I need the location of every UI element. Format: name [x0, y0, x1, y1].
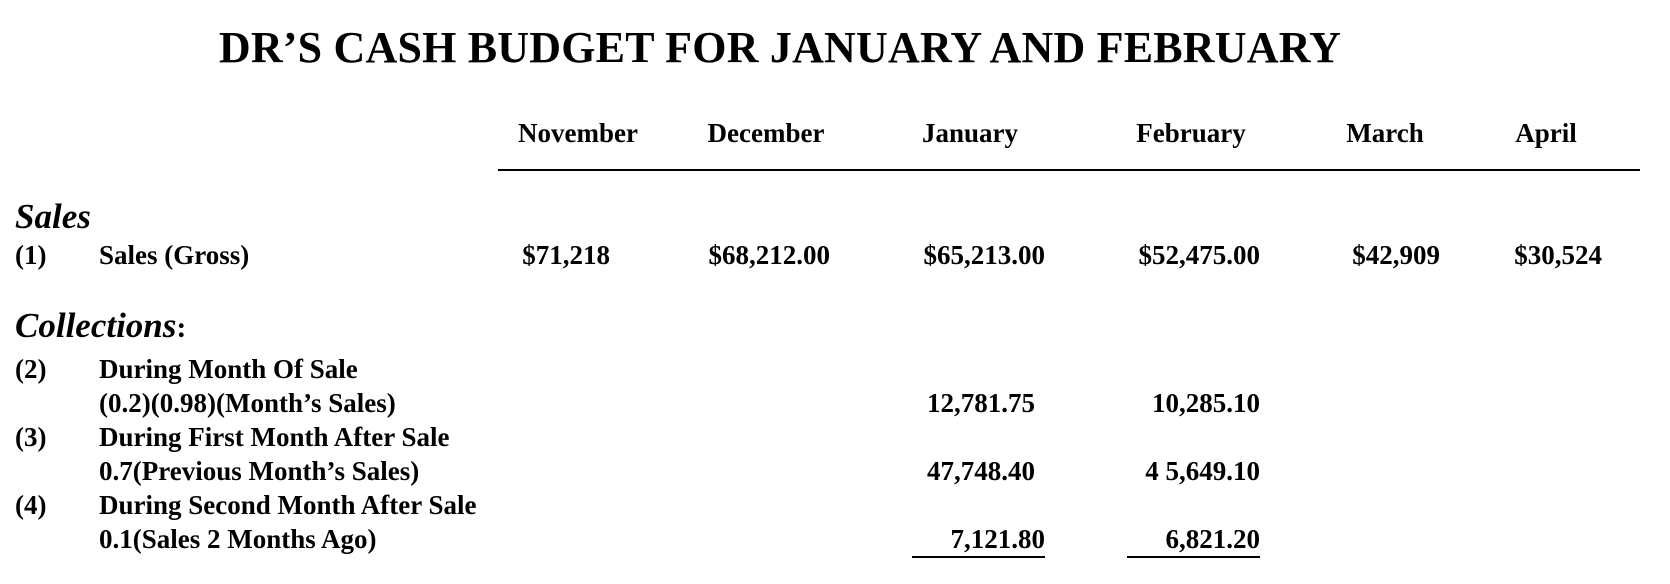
row-number-3: (3)	[15, 422, 47, 452]
page-title: DR’S CASH BUDGET FOR JANUARY AND FEBRUARY	[218, 23, 1342, 72]
sales-value-february: $52,475.00	[1138, 240, 1260, 270]
row-label-second-month-after-sale: During Second Month After Sale	[99, 490, 477, 520]
collection-3-february: 4 5,649.10	[1145, 456, 1260, 486]
collection-3-january: 47,748.40	[927, 456, 1035, 486]
row-number-2: (2)	[15, 354, 47, 384]
sales-value-april: $30,524	[1514, 240, 1602, 270]
header-rule	[498, 169, 1640, 171]
row-number-4: (4)	[15, 490, 47, 520]
collection-4-february: 6,821.20	[1127, 524, 1260, 558]
sales-value-november: $71,218	[522, 240, 610, 270]
row-sublabel-previous-month-sales: 0.7(Previous Month’s Sales)	[99, 456, 420, 486]
row-sublabel-sales-2-months-ago: 0.1(Sales 2 Months Ago)	[99, 524, 377, 554]
month-header-march: March	[1346, 118, 1424, 148]
month-header-april: April	[1515, 118, 1577, 148]
row-label-during-month-of-sale: During Month Of Sale	[99, 354, 358, 384]
sales-value-december: $68,212.00	[708, 240, 830, 270]
collection-4-january: 7,121.80	[912, 524, 1045, 558]
section-heading-collections	[15, 306, 186, 346]
row-label-sales-gross: Sales (Gross)	[99, 240, 250, 270]
month-header-february: February	[1136, 118, 1246, 148]
collections-heading-text: Collections	[15, 306, 177, 345]
section-heading-sales: Sales	[15, 197, 91, 236]
sales-value-january: $65,213.00	[923, 240, 1045, 270]
month-header-december: December	[707, 118, 825, 148]
row-sublabel-month-sales: (0.2)(0.98)(Month’s Sales)	[99, 388, 396, 418]
month-header-january: January	[921, 118, 1019, 148]
row-label-first-month-after-sale: During First Month After Sale	[99, 422, 450, 452]
collection-2-february: 10,285.10	[1152, 388, 1260, 418]
month-header-november: November	[518, 118, 638, 148]
collection-2-january: 12,781.75	[927, 388, 1035, 418]
sales-value-march: $42,909	[1352, 240, 1440, 270]
row-number-sales: (1)	[15, 240, 47, 270]
collections-heading-colon: :	[176, 311, 187, 344]
